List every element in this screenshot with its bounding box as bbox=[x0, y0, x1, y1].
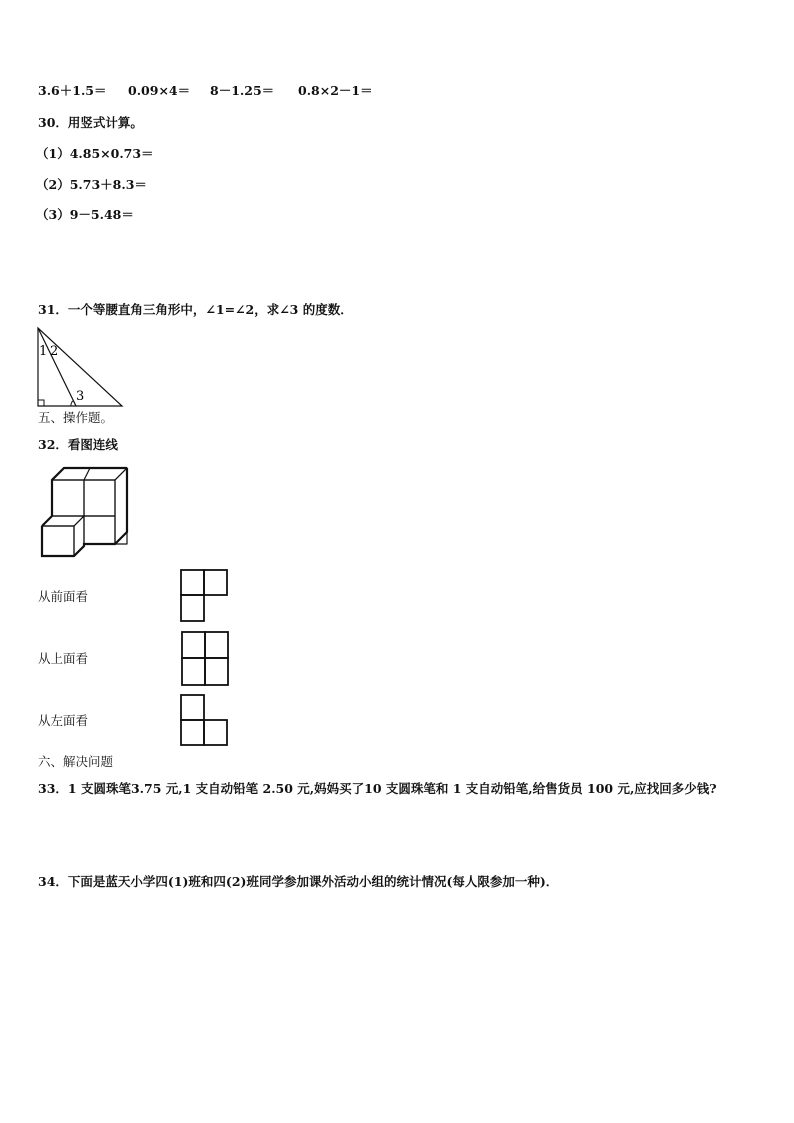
section5-title: 五、操作题。 bbox=[38, 410, 114, 425]
angle-label-1: 1 bbox=[39, 344, 48, 359]
calc-item-4: 0.8×2－1＝ bbox=[298, 83, 373, 98]
calc-item-1: 3.6＋1.5＝ bbox=[38, 83, 107, 98]
calc-item-3: 8－1.25＝ bbox=[210, 83, 275, 98]
view-label-front: 从前面看 bbox=[38, 589, 89, 604]
section6-title: 六、解决问题 bbox=[38, 754, 114, 769]
oral-calc-row bbox=[38, 83, 373, 99]
view-option-a[interactable] bbox=[180, 569, 230, 623]
q30-item-3: （3）9－5.48＝ bbox=[36, 207, 134, 222]
q31-title: 31．一个等腰直角三角形中，∠1=∠2，求∠3 的度数． bbox=[38, 302, 353, 317]
cube-stack-figure bbox=[40, 466, 130, 560]
q30-item-1: （1）4.85×0.73＝ bbox=[36, 146, 154, 161]
q32-title: 32．看图连线 bbox=[38, 437, 118, 452]
q30-title: 30．用竖式计算。 bbox=[38, 115, 143, 130]
view-option-c[interactable] bbox=[180, 694, 230, 748]
q34-text: 34．下面是蓝天小学四(1)班和四(2)班同学参加课外活动小组的统计情况(每人限参加一种)． bbox=[38, 874, 559, 889]
right-triangle-figure bbox=[36, 326, 126, 408]
calc-item-2: 0.09×4＝ bbox=[128, 83, 191, 98]
view-label-top: 从上面看 bbox=[38, 651, 89, 666]
angle-label-3: 3 bbox=[76, 389, 85, 404]
view-option-b[interactable] bbox=[181, 631, 231, 687]
angle-label-2: 2 bbox=[50, 344, 59, 359]
q30-item-2: （2）5.73＋8.3＝ bbox=[36, 177, 147, 192]
view-label-left: 从左面看 bbox=[38, 713, 89, 728]
q33-text: 33．1 支圆珠笔3.75 元,1 支自动铅笔 2.50 元,妈妈买了10 支圆珠笔和 1 支自动铅笔,给售货员 100 元,应找回多少钱? bbox=[38, 781, 717, 796]
